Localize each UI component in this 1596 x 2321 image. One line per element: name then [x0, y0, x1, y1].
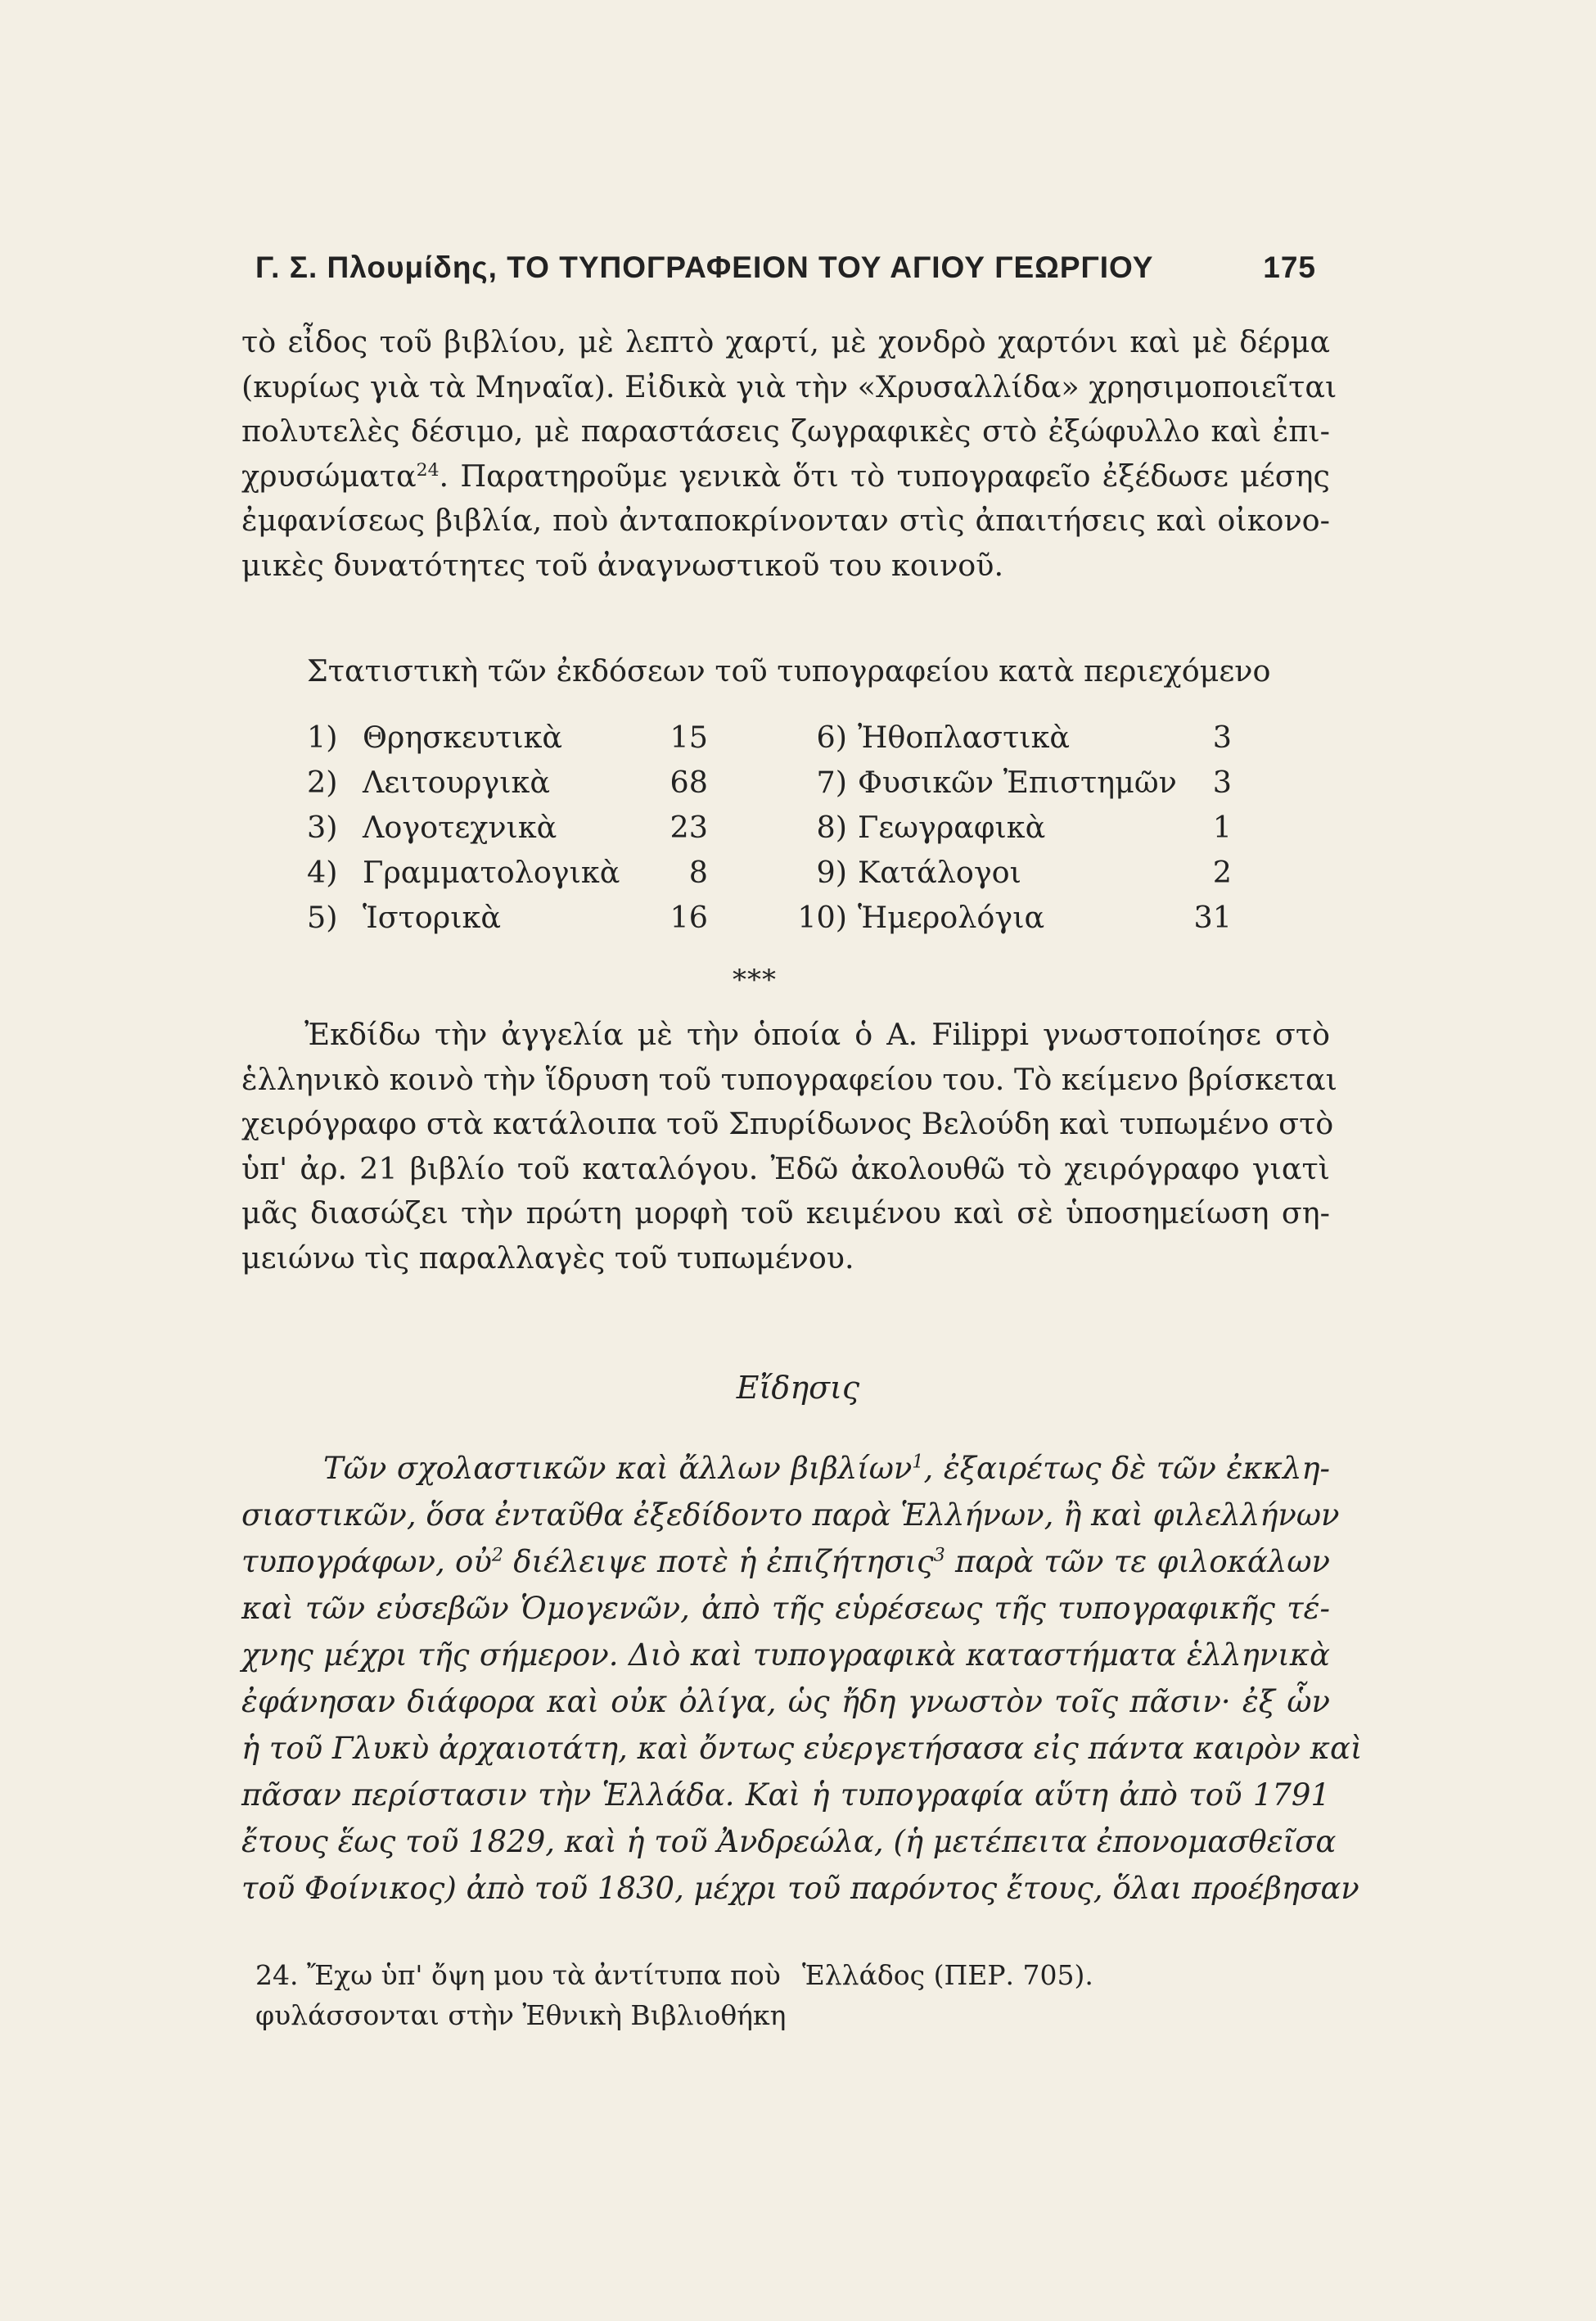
footnote-line [255, 1995, 1156, 2035]
text-line: χειρόγραφο στὰ κατάλοιπα τοῦ Σπυρίδωνος Βελούδη καὶ τυπωμένο στὸ [241, 1106, 1334, 1141]
category-count: 2 [1212, 855, 1232, 890]
text-line: ἐφάνησαν διάφορα καὶ οὐκ ὀλίγα, ὡς ἤδη γνωστὸν τοῖς πᾶσιν· ἐξ ὧν [241, 1684, 1330, 1719]
item-number: 6) [816, 720, 847, 755]
category-count: 16 [670, 900, 708, 935]
category-name: Ἱστορικὰ [363, 900, 502, 935]
text-line: πᾶσαν περίστασιν τὴν Ἑλλάδα. Καὶ ἡ τυπογραφία αὕτη ἀπὸ τοῦ 1791 [241, 1777, 1330, 1813]
stats-row [307, 715, 1256, 760]
category-name: Ἡμερολόγια [858, 900, 1045, 935]
item-number: 7) [816, 765, 847, 800]
footnote-ref: 3 [933, 1544, 945, 1566]
page-number: 175 [1263, 251, 1316, 284]
section-separator: *** [733, 964, 777, 996]
notice-text [241, 1445, 1363, 1912]
text-line: τοῦ Φοίνικος) ἀπὸ τοῦ 1830, μέχρι τοῦ παρόντος ἔτους, ὅλαι προέβησαν [241, 1871, 1359, 1906]
running-head [255, 247, 1316, 288]
stats-table [307, 715, 1256, 940]
stats-row [307, 805, 1256, 850]
category-name: Ἠθοπλαστικὰ [858, 720, 1071, 755]
item-number: 10) [797, 900, 847, 935]
category-name: Φυσικῶν Ἐπιστημῶν [858, 765, 1177, 800]
text-fragment: , ἐξαιρέτως δὲ τῶν ἐκκλη- [923, 1451, 1330, 1486]
text-line: ἑλληνικὸ κοινὸ τὴν ἵδρυση τοῦ τυπογραφείου του. Τὸ κείμενο βρίσκεται [241, 1061, 1337, 1097]
category-count: 3 [1212, 765, 1232, 800]
text-line [241, 1538, 1330, 1585]
text-line: ἡ τοῦ Γλυκὺ ἀρχαιοτάτη, καὶ ὄντως εὐεργετήσασα εἰς πάντα καιρὸν καὶ [241, 1731, 1363, 1766]
item-number: 4) [307, 855, 338, 890]
category-count: 8 [688, 855, 708, 890]
category-count: 1 [1212, 810, 1232, 845]
item-number: 1) [307, 720, 338, 755]
text-line: μικὲς δυνατότητες τοῦ ἀναγνωστικοῦ του κοινοῦ. [241, 547, 1004, 583]
text-line [241, 499, 1330, 544]
text-line: ἔτους ἕως τοῦ 1829, καὶ ἡ τοῦ Ἀνδρεώλα, (ἡ μετέπειτα ἐπονομασθεῖσα [241, 1824, 1337, 1859]
text-line [241, 1445, 1330, 1492]
item-number: 2) [307, 765, 338, 800]
notice-title: Εἴδησις [736, 1370, 860, 1406]
footnote-text: 24. Ἔχω ὑπ' ὄψη μου τὰ ἀντίτυπα ποὺ [255, 1959, 781, 1991]
category-name: Γεωγραφικὰ [858, 810, 1046, 845]
category-count: 31 [1193, 900, 1232, 935]
item-number: 8) [816, 810, 847, 845]
footnote-text: φυλάσσονται στὴν Ἐθνικὴ Βιβλιοθήκη [255, 1999, 787, 2031]
text-line: πολυτελὲς δέσιμο, μὲ παραστάσεις ζωγραφικὲς στὸ ἐξώφυλλο καὶ ἐπι- [241, 413, 1330, 449]
text-fragment: ἐ [241, 503, 258, 538]
text-line: (κυρίως γιὰ τὰ Μηναῖα). Εἰδικὰ γιὰ τὴν «Χρυσαλλίδα» χρησιμοποιεῖται [241, 368, 1337, 404]
text-fragment: τυπογράφων, οὐ [241, 1544, 492, 1579]
text-line: σιαστικῶν, ὅσα ἐνταῦθα ἐξεδίδοντο παρὰ Ἑλλήνων, ἢ καὶ φιλελλήνων [241, 1497, 1340, 1533]
category-name: Γραμματολογικὰ [363, 855, 620, 890]
stats-row [307, 760, 1256, 805]
text-line [241, 454, 1330, 499]
intro-paragraph [241, 320, 1337, 588]
stats-row [307, 895, 1256, 940]
category-name: Θρησκευτικὰ [363, 720, 563, 755]
category-count: 15 [670, 720, 708, 755]
footnote [255, 1955, 1156, 2035]
category-name: Λειτουργικὰ [363, 765, 550, 800]
second-paragraph [241, 1013, 1337, 1280]
text-line: ὑπ' ἀρ. 21 βιβλίο τοῦ καταλόγου. Ἐδῶ ἀκολουθῶ τὸ χειρόγραφο γιατὶ [241, 1150, 1330, 1186]
text-fragment: . Παρατηροῦμε γενικὰ ὅτι τὸ τυπογραφεῖο ἐξέδωσε μέσης [439, 458, 1330, 494]
category-name: Λογοτεχνικὰ [363, 810, 557, 845]
text-fragment: χρυσώματα [241, 458, 417, 494]
footnote-ref: 24 [416, 459, 440, 481]
category-name: Κατάλογοι [858, 855, 1021, 890]
text-line: καὶ τῶν εὐσεβῶν Ὁμογενῶν, ἀπὸ τῆς εὑρέσεως τῆς τυπογραφικῆς τέ- [241, 1591, 1330, 1626]
text-fragment: μφανίσεως βιβλία, ποὺ ἀνταποκρίνονταν στὶς ἀπαιτήσεις καὶ οἰκονο- [257, 503, 1330, 538]
item-number: 5) [307, 900, 338, 935]
text-fragment: παρὰ τῶν τε φιλοκάλων [945, 1544, 1330, 1579]
footnote-ref: 2 [491, 1544, 503, 1566]
stats-row [307, 850, 1256, 895]
category-count: 3 [1212, 720, 1232, 755]
item-number: 9) [816, 855, 847, 890]
text-line: χνης μέχρι τῆς σήμερον. Διὸ καὶ τυπογραφικὰ καταστήματα ἑλληνικὰ [241, 1637, 1330, 1673]
footnote-ref: 1 [912, 1451, 924, 1473]
running-head-title: Γ. Σ. Πλουμίδης, ΤΟ ΤΥΠΟΓΡΑΦΕΙΟΝ ΤΟΥ ΑΓΙΟΥ ΓΕΩΡΓΙΟΥ [255, 251, 1154, 284]
item-number: 3) [307, 810, 338, 845]
category-count: 23 [670, 810, 708, 845]
text-line: τὸ εἶδος τοῦ βιβλίου, μὲ λεπτὸ χαρτί, μὲ χονδρὸ χαρτόνι καὶ μὲ δέρμα [241, 324, 1330, 359]
text-line: μᾶς διασώζει τὴν πρώτη μορφὴ τοῦ κειμένου καὶ σὲ ὑποσημείωση ση- [241, 1195, 1330, 1230]
category-count: 68 [670, 765, 708, 800]
text-fragment: Τῶν σχολαστικῶν καὶ ἄλλων βιβλίων [323, 1451, 913, 1486]
text-line: μειώνω τὶς παραλλαγὲς τοῦ τυπωμένου. [241, 1240, 854, 1276]
footnote-text: Ἑλλάδος (ΠΕΡ. 705). [802, 1959, 1093, 1991]
text-line: Ἐκδίδω τὴν ἀγγελία μὲ τὴν ὁποία ὁ A. Filippi γνωστοποίησε στὸ [304, 1017, 1330, 1052]
stats-heading: Στατιστικὴ τῶν ἐκδόσεων τοῦ τυπογραφείου κατὰ περιεχόμενο [307, 653, 1271, 689]
footnote-line [255, 1955, 1156, 1995]
text-fragment: διέλειψε ποτὲ ἡ ἐπιζήτησις [503, 1544, 934, 1579]
